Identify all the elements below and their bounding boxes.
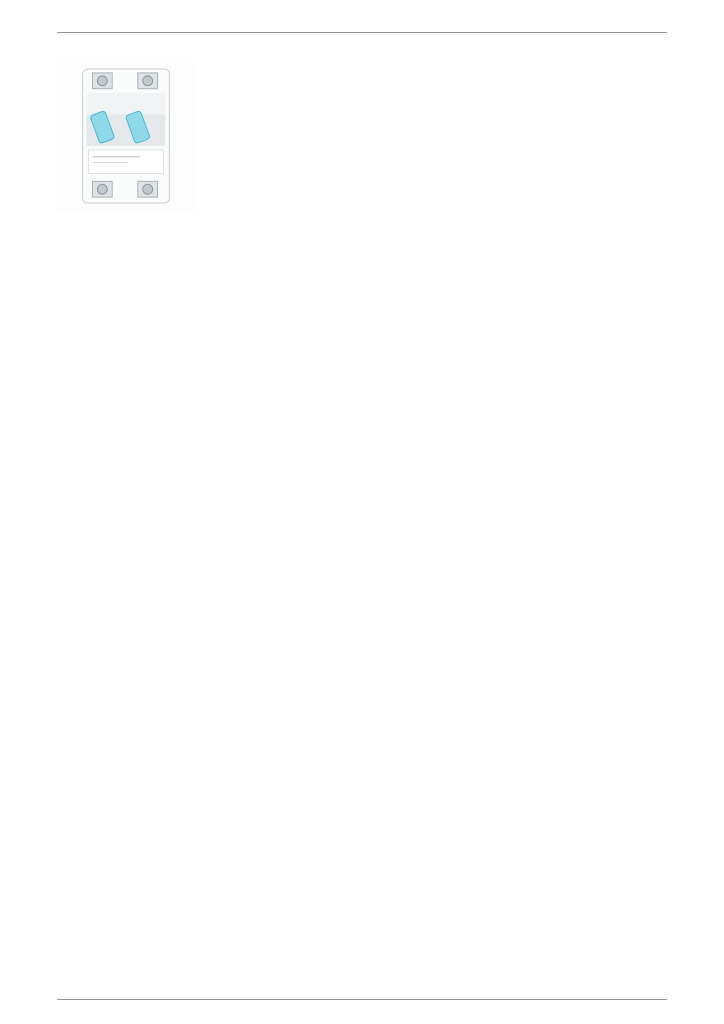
content-area xyxy=(57,63,667,219)
page-header xyxy=(57,20,667,23)
footer-divider xyxy=(57,999,667,1000)
page-footer xyxy=(57,999,667,1006)
product-image xyxy=(57,63,195,211)
product-image-column xyxy=(57,63,197,219)
spec-column xyxy=(213,63,667,219)
circuit-breaker-illustration xyxy=(57,63,195,211)
header-divider xyxy=(57,32,667,33)
